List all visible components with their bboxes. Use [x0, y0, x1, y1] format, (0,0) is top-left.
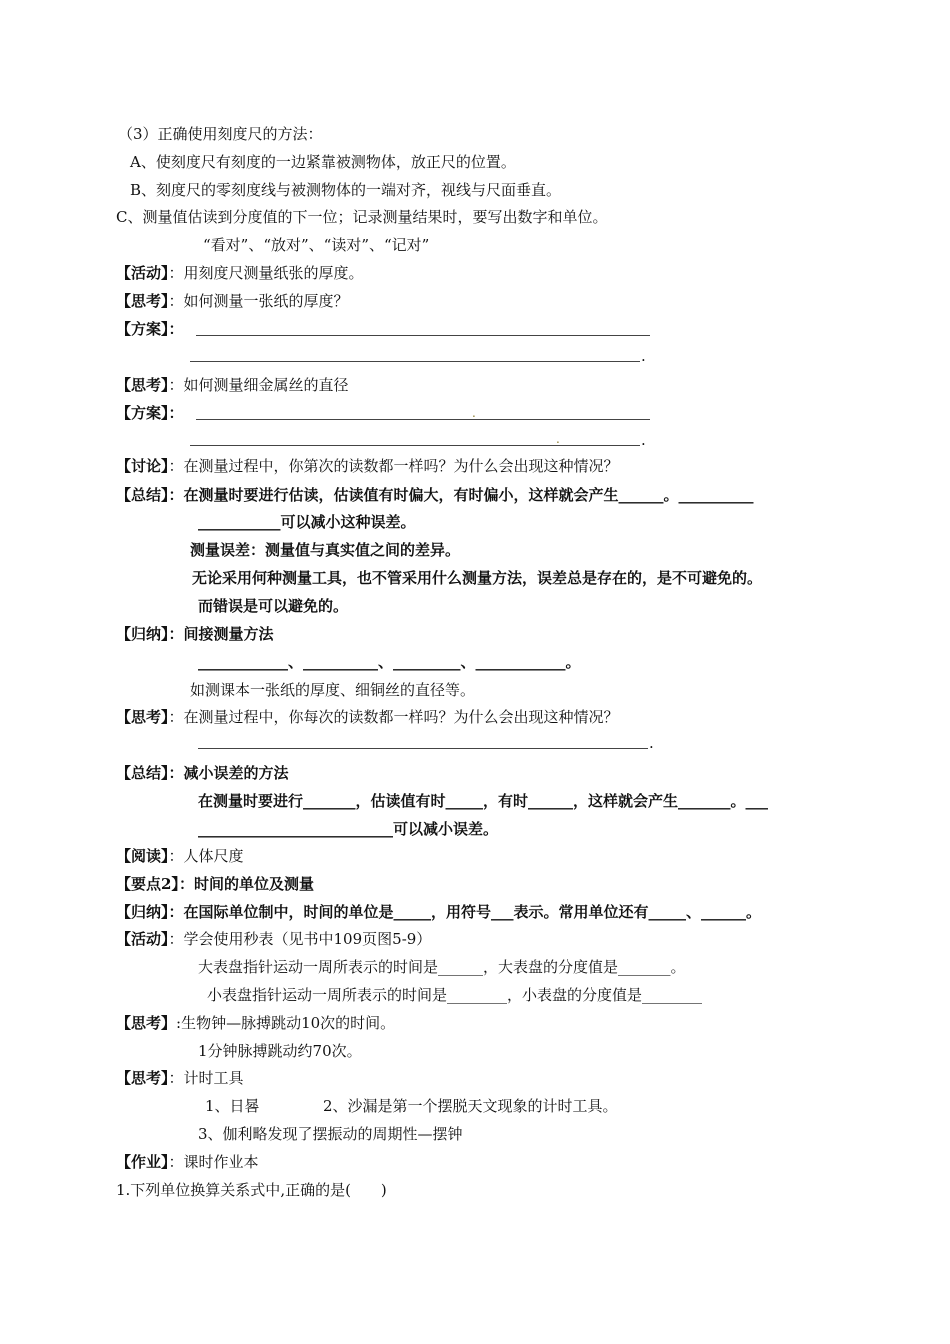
keypoint-text: ：时间的单位及测量	[178, 875, 314, 893]
activity-1	[116, 263, 364, 283]
plan-1	[116, 319, 184, 339]
rule-c: C、测量值估读到分度值的下一位；记录测量结果时，要写出数字和单位。	[116, 208, 608, 226]
reading-text: ：人体尺度	[168, 847, 244, 865]
small-dial-line: 小表盘指针运动一周所表示的时间是________，小表盘的分度值是________	[207, 986, 703, 1004]
period: .	[641, 347, 646, 365]
induct-text: ：在国际单位制中，时间的单位是_____，用符号___表示。常用单位还有_____、______。	[168, 903, 762, 921]
ink-dot: .	[556, 432, 560, 446]
think-text: :生物钟—脉搏跳动10次的时间。	[176, 1014, 396, 1032]
induct-2	[116, 902, 761, 922]
think-2	[116, 375, 349, 395]
timer-item-1: 1、日晷	[205, 1097, 260, 1115]
timer-item-2: 2、沙漏是第一个摆脱天文现象的计时工具。	[323, 1097, 618, 1115]
plan-tag: 【方案】	[116, 320, 169, 338]
error-rule-1: 无论采用何种测量工具，也不管采用什么测量方法，误差总是存在的，是不可避免的。	[192, 569, 763, 587]
plan-colon: ：	[168, 404, 184, 422]
question-1: 1.下列单位换算关系式中,正确的是( )	[116, 1181, 387, 1199]
section-3-title: （3）正确使用刻度尺的方法：	[118, 125, 323, 143]
think-5	[116, 1068, 244, 1088]
induct-tag: 【归纳】	[116, 903, 169, 921]
plan-colon: ：	[168, 320, 184, 338]
discuss-tag: 【讨论】	[116, 457, 169, 475]
homework-tag: 【作业】	[116, 1153, 169, 1171]
think-text: ：如何测量细金属丝的直径	[168, 376, 349, 394]
error-rule-2: 而错误是可以避免的。	[198, 597, 349, 615]
think-tag: 【思考】	[116, 376, 169, 394]
big-dial-line: 大表盘指针运动一周所表示的时间是______，大表盘的分度值是_______。	[198, 958, 686, 976]
homework-text: ：课时作业本	[168, 1153, 259, 1171]
summary-2-line-2: __________________________可以减小误差。	[198, 820, 499, 838]
discuss	[116, 456, 619, 476]
period: .	[649, 734, 654, 752]
rule-a: A、使刻度尺有刻度的一边紧靠被测物体，放正尺的位置。	[130, 153, 516, 171]
think-1	[116, 291, 349, 311]
error-definition: 测量误差：测量值与真实值之间的差异。	[190, 541, 461, 559]
think-tag: 【思考】	[116, 708, 169, 726]
answer-line[interactable]	[196, 419, 650, 420]
discuss-text: ：在测量过程中，你第次的读数都一样吗？为什么会出现这种情况？	[168, 457, 619, 475]
think-text: ：在测量过程中，你每次的读数都一样吗？为什么会出现这种情况？	[168, 708, 619, 726]
think-tag: 【思考】	[116, 292, 169, 310]
answer-line[interactable]	[190, 361, 640, 362]
summary-1	[116, 485, 754, 505]
plan-tag: 【方案】	[116, 404, 169, 422]
rule-b: B、刻度尺的零刻度线与被测物体的一端对齐，视线与尺面垂直。	[130, 181, 562, 199]
answer-line[interactable]	[190, 445, 640, 446]
summary-tag: 【总结】	[116, 486, 169, 504]
induct-1	[116, 624, 274, 644]
induct-tag: 【归纳】	[116, 625, 169, 643]
induct-text: ：间接测量方法	[168, 625, 274, 643]
period: .	[641, 431, 646, 449]
indirect-methods-blanks: ____________、__________、_________、____________。	[198, 653, 581, 671]
think-text: ：计时工具	[168, 1069, 244, 1087]
summary-line-2: ___________可以减小这种误差。	[198, 513, 416, 531]
summary-line-1: ：在测量时要进行估读，估读值有时偏大，有时偏小，这样就会产生______。__________	[168, 486, 754, 504]
activity-text: ：用刻度尺测量纸张的厚度。	[168, 264, 364, 282]
summary-text: ：减小误差的方法	[168, 764, 289, 782]
summary-2-line-1: 在测量时要进行_______，估读值有时_____，有时______，这样就会产生_______。___	[198, 792, 769, 810]
pulse-line: 1分钟脉搏跳动约70次。	[198, 1042, 362, 1060]
reading	[116, 846, 244, 866]
think-tag: 【思考】	[116, 1014, 177, 1032]
homework	[116, 1152, 259, 1172]
think-text: ：如何测量一张纸的厚度？	[168, 292, 349, 310]
mnemonic: “看对”、“放对”、“读对”、“记对”	[203, 236, 430, 254]
activity-tag: 【活动】	[116, 930, 169, 948]
induct-example: 如测课本一张纸的厚度、细铜丝的直径等。	[190, 681, 476, 699]
summary-tag: 【总结】	[116, 764, 169, 782]
summary-2	[116, 763, 289, 783]
think-tag: 【思考】	[116, 1069, 169, 1087]
plan-2	[116, 403, 184, 423]
answer-line[interactable]	[196, 335, 650, 336]
keypoint-tag: 【要点2】	[116, 875, 179, 893]
keypoint-2	[116, 874, 314, 894]
answer-line[interactable]	[198, 748, 648, 749]
think-3	[116, 707, 619, 727]
think-4	[116, 1013, 395, 1033]
activity-text: ：学会使用秒表（见书中109页图5-9）	[168, 930, 432, 948]
ink-dot: .	[472, 406, 476, 420]
timer-item-3: 3、伽利略发现了摆振动的周期性—摆钟	[198, 1125, 463, 1143]
activity-2	[116, 929, 431, 949]
activity-tag: 【活动】	[116, 264, 169, 282]
reading-tag: 【阅读】	[116, 847, 169, 865]
